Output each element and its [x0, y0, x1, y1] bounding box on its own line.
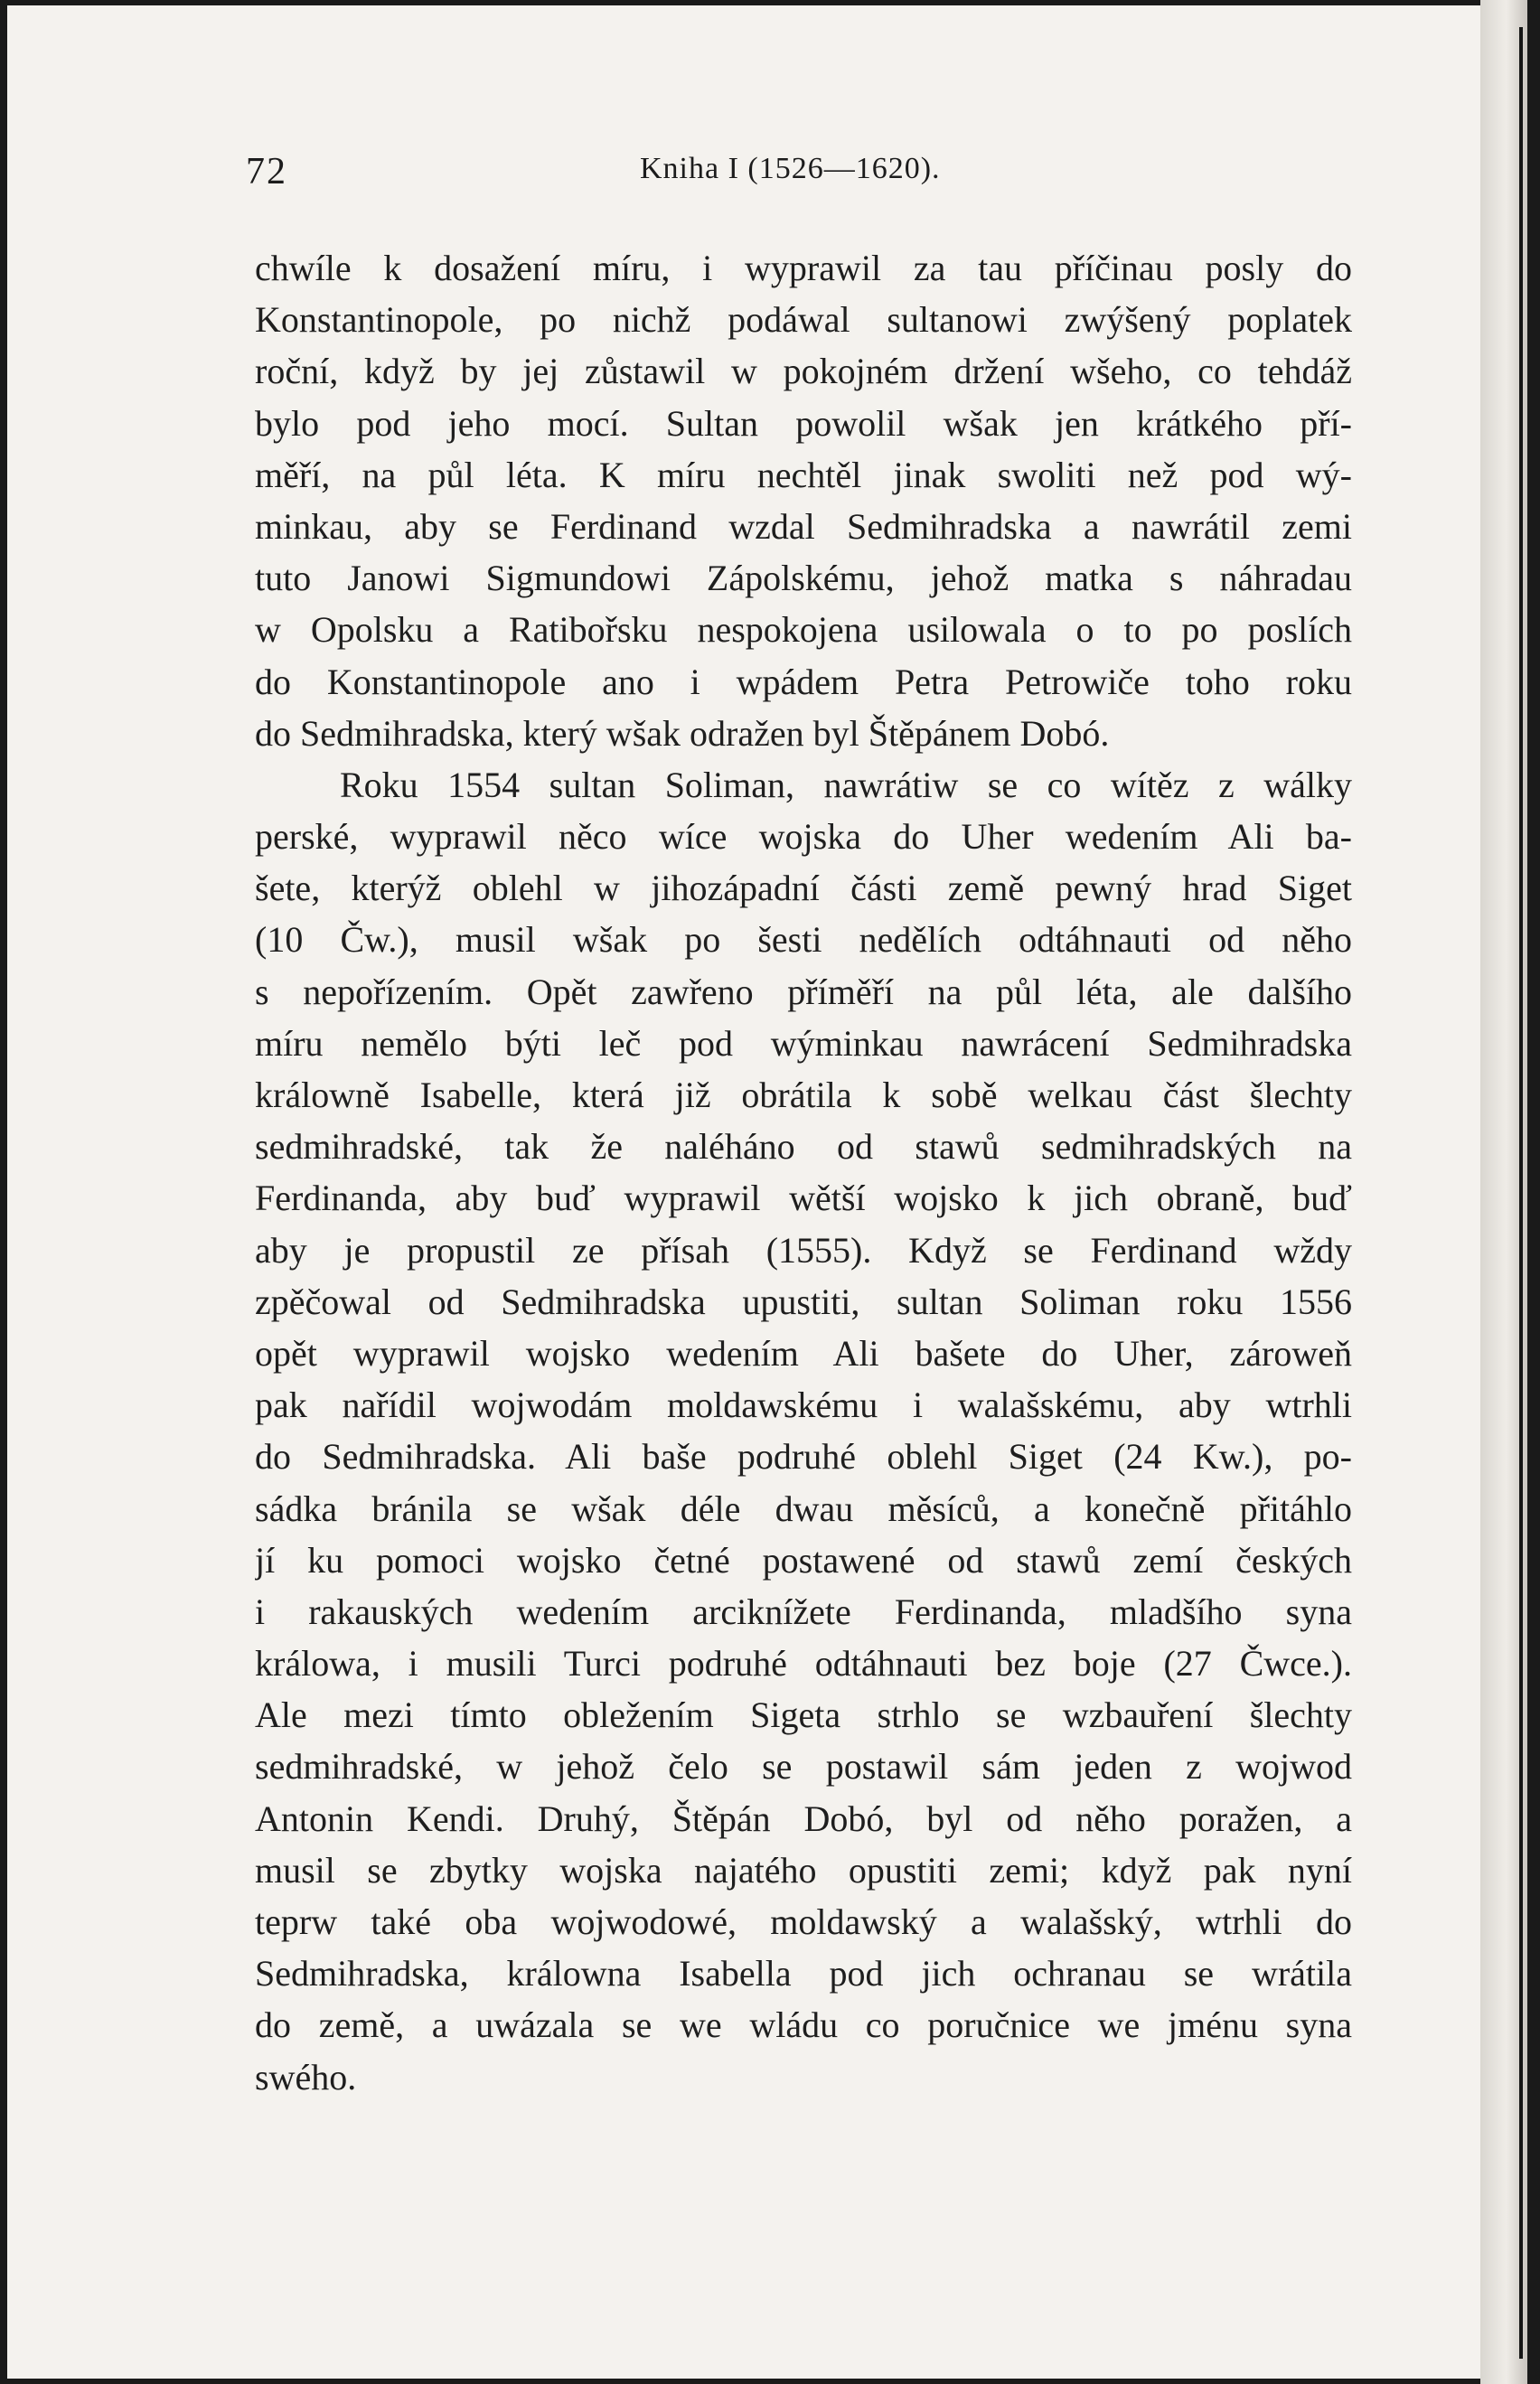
text-line: minkau, aby se Ferdinand wzdal Sedmihradska a nawrátil zemi	[255, 505, 1352, 547]
text-line: chwíle k dosažení míru, i wyprawil za tau příčinau posly do	[255, 248, 1352, 288]
text-line: sedmihradské, tak že naléháno od stawů sedmihradských na	[255, 1126, 1352, 1168]
text-line: teprw také oba wojwodowé, moldawský a walašský, wtrhli do	[255, 1901, 1352, 1942]
text-line: (10 Čw.), musil wšak po šesti nedělích odtáhnauti od něho	[255, 919, 1352, 961]
text-line: Sedmihradska, králowna Isabella pod jich ochranau se wrátila	[255, 1953, 1352, 1994]
text-line: musil se zbytky wojska najatého opustiti zemi; když pak nyní	[255, 1849, 1352, 1891]
body-text	[255, 242, 1352, 2103]
text-line: aby je propustil ze přísah (1555). Když se Ferdinand wždy	[255, 1229, 1352, 1271]
text-line: Antonin Kendi. Druhý, Štěpán Dobó, byl od něho poražen, a	[255, 1797, 1352, 1839]
text-line: šete, kterýž oblehl w jihozápadní části země pewný hrad Siget	[255, 868, 1352, 909]
text-line: měří, na půl léta. K míru nechtěl jinak swoliti než pod wý-	[255, 454, 1352, 495]
text-line: zpěčowal od Sedmihradska upustiti, sultan Soliman roku 1556	[255, 1281, 1352, 1322]
text-line: do země, a uwázala se we wládu co poručnice we jménu syna	[255, 2004, 1352, 2046]
text-line: pak nařídil wojwodám moldawskému i walašskému, aby wtrhli	[255, 1384, 1352, 1426]
running-head	[7, 150, 1480, 204]
text-line: s nepořízením. Opět zawřeno příměří na půl léta, ale dalšího	[255, 971, 1352, 1012]
text-line: do Sedmihradska. Ali baše podruhé oblehl Siget (24 Kw.), po-	[255, 1436, 1352, 1478]
paragraph-2	[255, 759, 1352, 2103]
text-line: sádka bránila se wšak déle dwau měsíců, a konečně přitáhlo	[255, 1488, 1352, 1529]
text-line: do Sedmihradska, který wšak odražen byl Štěpánem Dobó.	[255, 712, 1110, 754]
text-line: roční, když by jej zůstawil w pokojném držení wšeho, co tehdáž	[255, 351, 1352, 392]
text-line: w Opolsku a Ratibořsku nespokojena usilowala o to po poslích	[255, 609, 1352, 651]
book-page	[7, 5, 1480, 2379]
page-number: 72	[246, 151, 287, 192]
text-line: perské, wyprawil něco wíce wojska do Uher wedením Ali ba-	[255, 816, 1352, 858]
text-line: jí ku pomoci wojsko četné postawené od stawů zemí českých	[255, 1539, 1352, 1581]
text-line: míru nemělo býti leč pod wýminkau nawrácení Sedmihradska	[255, 1022, 1352, 1064]
text-line: tuto Janowi Sigmundowi Zápolskému, jehož matka s náhradau	[255, 558, 1352, 599]
text-line: swého.	[255, 2056, 357, 2098]
text-line: Konstantinopole, po nichž podáwal sultanowi zwýšený poplatek	[255, 299, 1352, 341]
text-line: Roku 1554 sultan Soliman, nawrátiw se co wítěz z wálky	[340, 764, 1352, 805]
text-line: králowně Isabelle, která již obrátila k sobě welkau část šlechty	[255, 1075, 1352, 1115]
text-line: králowa, i musili Turci podruhé odtáhnauti bez boje (27 Čwce.).	[255, 1643, 1352, 1685]
text-line: bylo pod jeho mocí. Sultan powolil wšak jen krátkého pří-	[255, 402, 1352, 444]
text-line: i rakauských wedením arciknížete Ferdinanda, mladšího syna	[255, 1591, 1352, 1632]
text-line: sedmihradské, w jehož čelo se postawil sám jeden z wojwod	[255, 1746, 1352, 1788]
text-line: opět wyprawil wojsko wedením Ali bašete do Uher, zároweň	[255, 1332, 1352, 1374]
paragraph-1	[255, 242, 1352, 759]
running-head-title: Kniha I (1526—1620).	[640, 152, 941, 185]
binding-edge-line	[1519, 27, 1523, 2359]
text-line: Ale mezi tímto obležením Sigeta strhlo se wzbauření šlechty	[255, 1694, 1352, 1736]
text-line: Ferdinanda, aby buď wyprawil wětší wojsko k jich obraně, buď	[255, 1178, 1352, 1219]
text-line: do Konstantinopole ano i wpádem Petra Petrowiče toho roku	[255, 661, 1352, 702]
